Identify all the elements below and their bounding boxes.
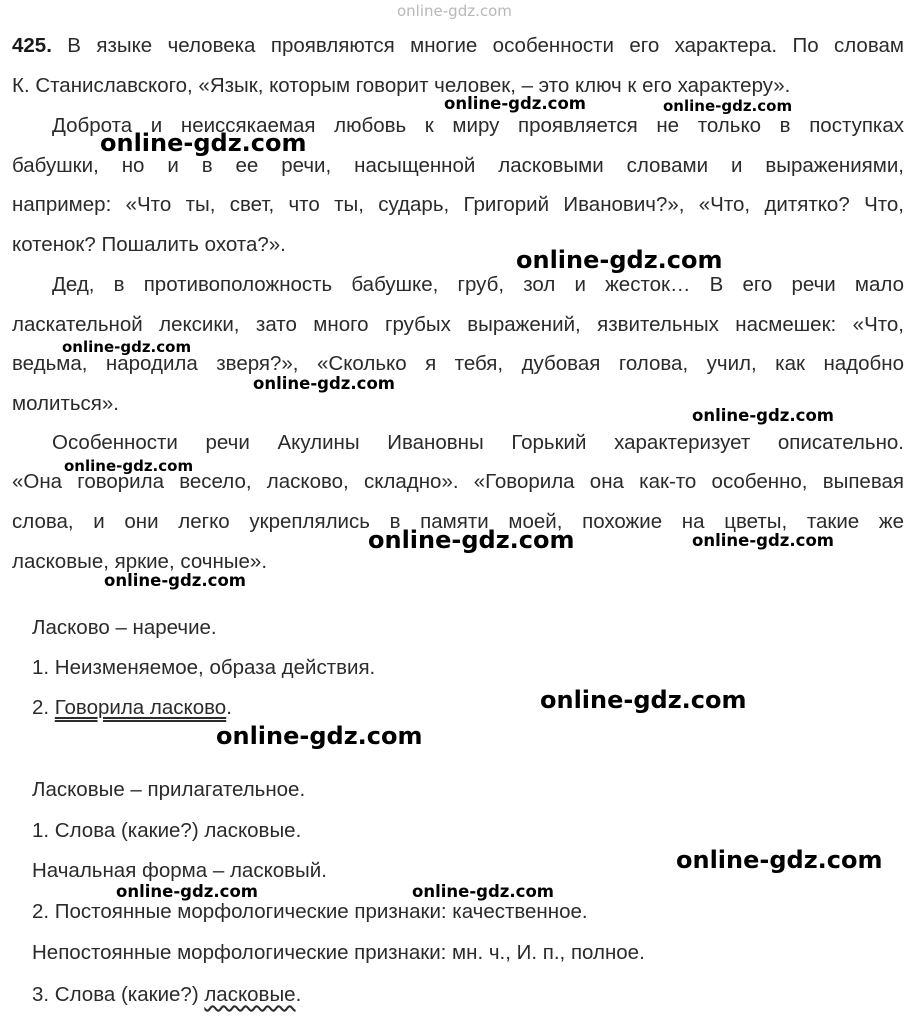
watermark: online-gdz.com [253, 374, 395, 393]
exercise-line-4: бабушки, но и в ее речи, насыщенной ласковыми словами и выражениями, [12, 154, 904, 177]
watermark: online-gdz.com [412, 882, 554, 901]
underlined-phrase: Говорила ласково [54, 696, 227, 719]
watermark: online-gdz.com [216, 722, 423, 750]
analysis-adjective-nonconstant: Непостоянные морфологические признаки: мн. ч., И. п., полное. [32, 941, 645, 964]
exercise-line-2: К. Станиславского, «Язык, которым говорит человек, – это ключ к его характеру». [12, 74, 791, 97]
exercise-line-14: ласковые, яркие, сочные». [12, 550, 268, 573]
exercise-line-12: «Она говорила весело, ласково, складно». «Говорила она как-то особенно, выпевая [12, 470, 904, 493]
exercise-line-10: молиться». [12, 392, 119, 415]
analysis-adjective-title: Ласковые – прилагательное. [32, 778, 306, 801]
watermark: online-gdz.com [100, 129, 307, 157]
analysis-adjective-initial-form: Начальная форма – ласковый. [32, 859, 327, 882]
exercise-line-13: слова, и они легко укреплялись в памяти моей, похожие на цветы, такие же [12, 510, 904, 533]
exercise-line-7: Дед, в противоположность бабушке, груб, зол и жесток… В его речи мало [52, 273, 904, 296]
analysis-adverb-item-1: 1. Неизменяемое, образа действия. [32, 656, 376, 679]
watermark: online-gdz.com [104, 571, 246, 590]
exercise-line-5: например: «Что ты, свет, что ты, сударь, Григорий Иванович?», «Что, дитятко? Что, [12, 193, 904, 216]
watermark: online-gdz.com [692, 531, 834, 550]
analysis-adverb-item-2: 2. Говорила ласково. [32, 696, 232, 719]
analysis-adjective-item-3: 3. Слова (какие?) ласковые. [32, 983, 302, 1006]
analysis-adjective-item-1: 1. Слова (какие?) ласковые. [32, 819, 302, 842]
watermark: online-gdz.com [62, 338, 192, 356]
header-watermark: online-gdz.com [397, 2, 512, 20]
exercise-line-8: ласкательной лексики, зато много грубых выражений, язвительных насмешек: «Что, [12, 313, 904, 336]
exercise-line-3: Доброта и неиссякаемая любовь к миру проявляется не только в поступках [52, 114, 904, 137]
exercise-line-9: ведьма, народила зверя?», «Сколько я тебя, дубовая голова, учил, как надобно [12, 352, 904, 375]
watermark: online-gdz.com [663, 97, 793, 115]
exercise-line-11: Особенности речи Акулины Ивановны Горький характеризует описательно. [52, 431, 904, 454]
watermark: online-gdz.com [368, 526, 575, 554]
analysis-adjective-item-2: 2. Постоянные морфологические признаки: качественное. [32, 900, 588, 923]
watermark: online-gdz.com [116, 882, 258, 901]
watermark: online-gdz.com [444, 94, 586, 113]
analysis-adverb-title: Ласково – наречие. [32, 616, 217, 639]
wavy-underlined-word: ласковые [204, 983, 296, 1006]
watermark: online-gdz.com [692, 406, 834, 425]
exercise-line-1: 425. В языке человека проявляются многие особенности его характера. По словам [12, 34, 904, 57]
watermark: online-gdz.com [540, 686, 747, 714]
exercise-line-6: котенок? Пошалить охота?». [12, 233, 286, 256]
watermark: online-gdz.com [676, 846, 883, 874]
exercise-number: 425. [12, 34, 52, 57]
watermark: online-gdz.com [64, 457, 194, 475]
watermark: online-gdz.com [516, 246, 723, 274]
